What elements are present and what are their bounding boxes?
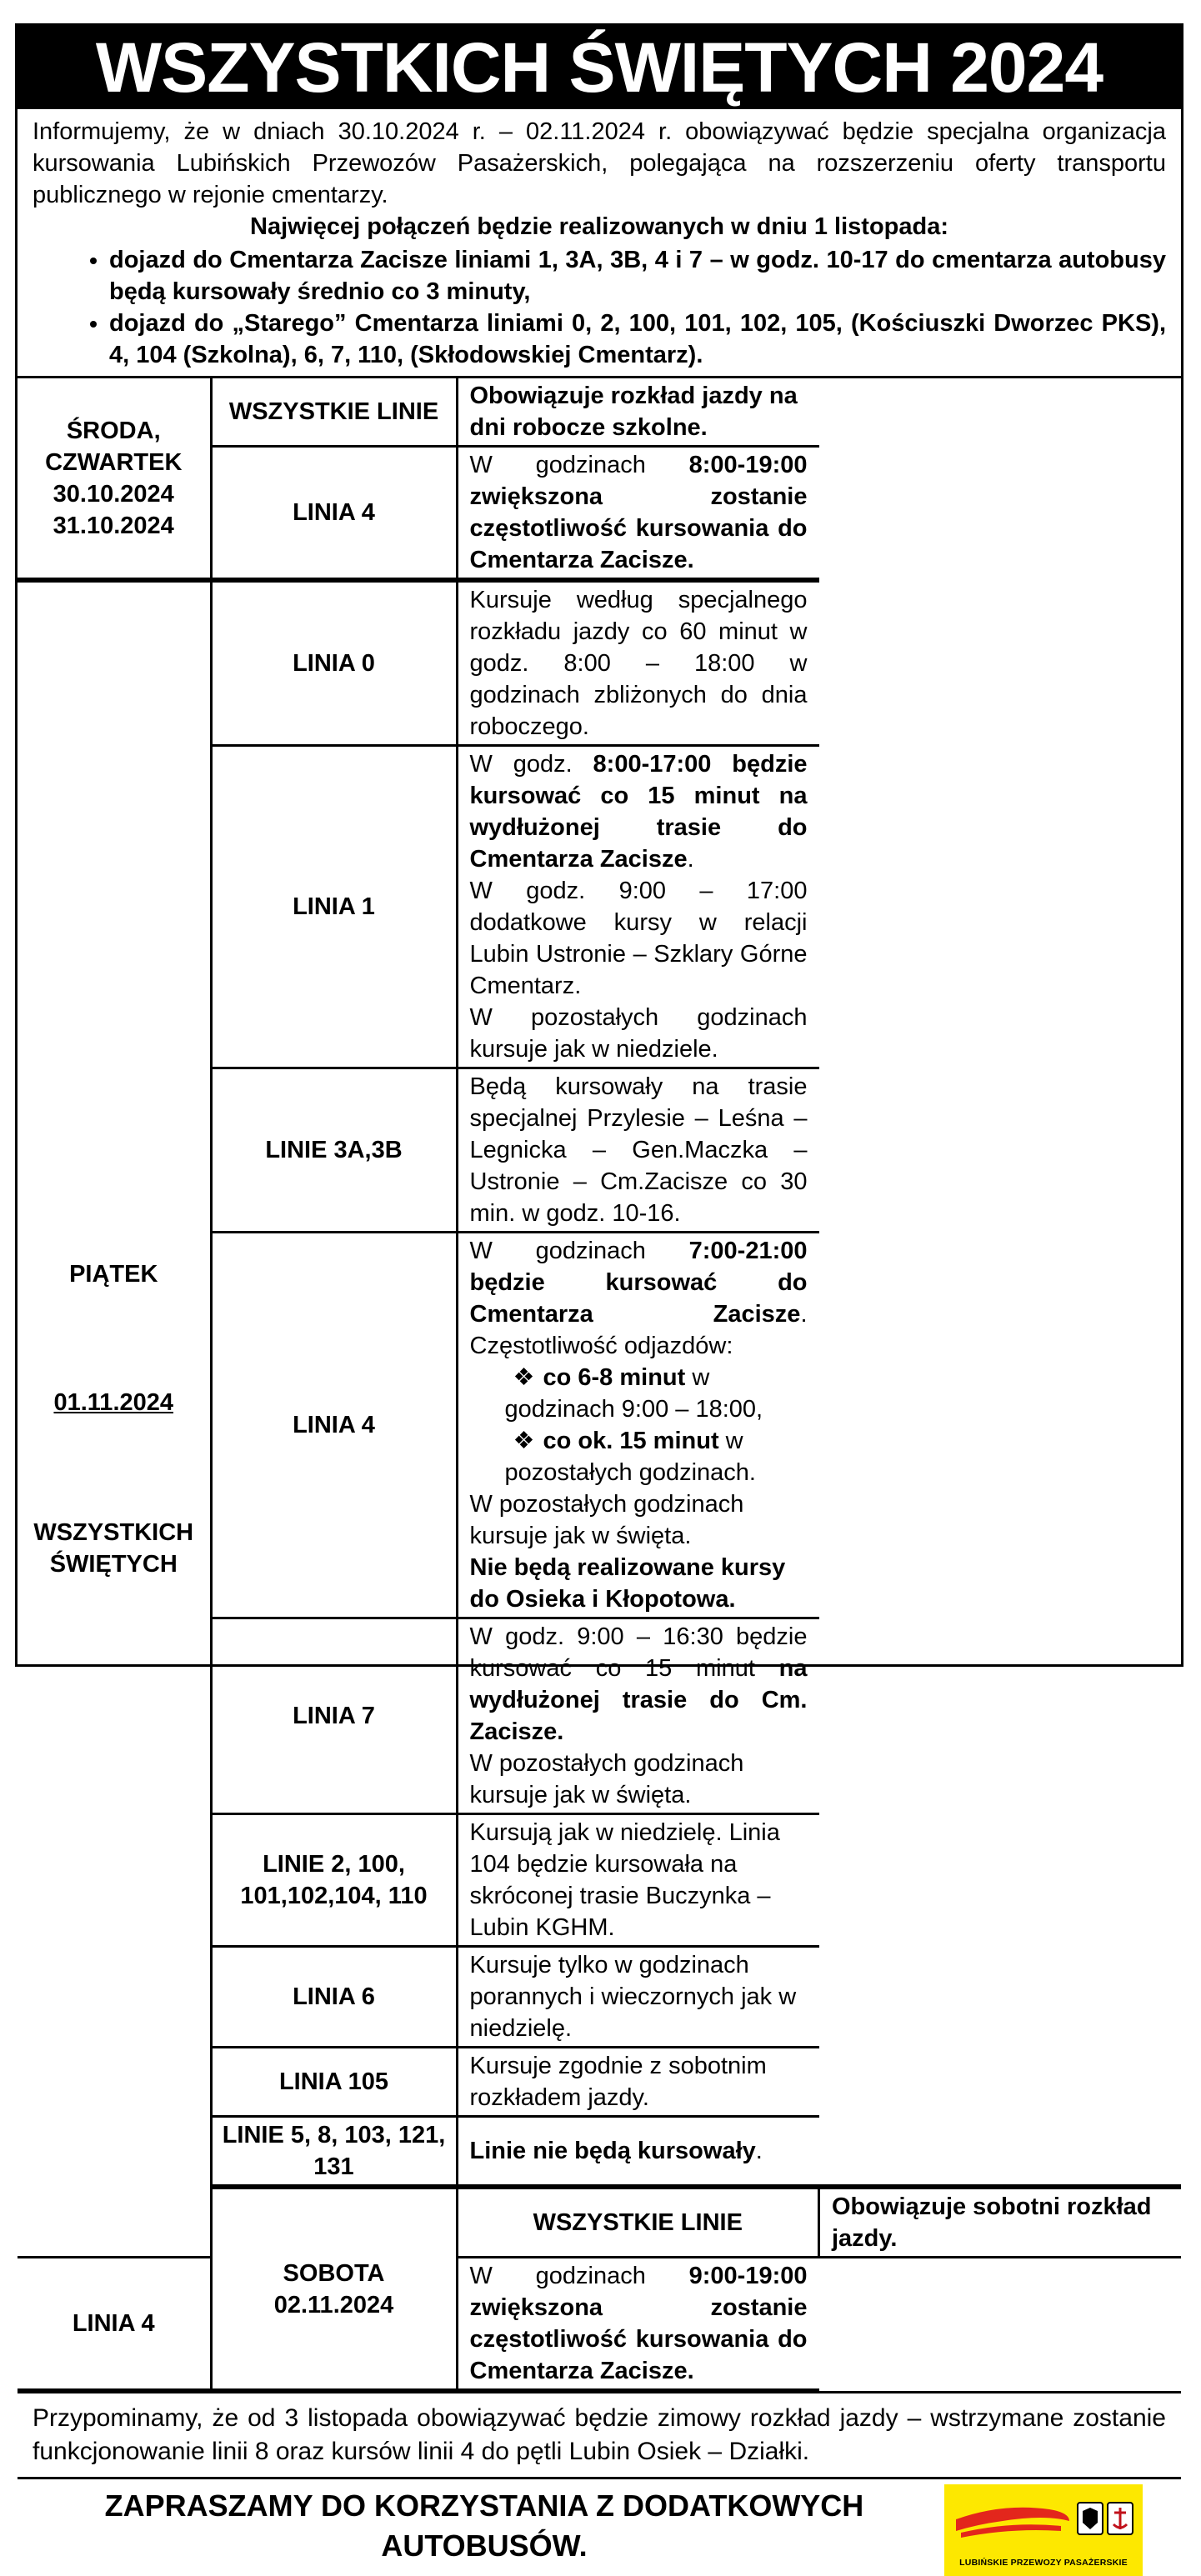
desc-cell: W godzinach 9:00-19:00 zwiększona zostanie częstotliwość kursowania do Cmentarza Zacisze. <box>457 2258 819 2390</box>
page-title: WSZYSTKICH ŚWIĘTYCH 2024 <box>18 26 1181 109</box>
intro-paragraph: Informujemy, że w dniach 30.10.2024 r. – 02.11.2024 r. obowiązywać będzie specjalna organizacja kursowania Lubińskich Przewozów Pasażerskich, polegająca na rozszerzeniu oferty transportu publicznego w rejonie cmentarzy. <box>33 118 1166 208</box>
desc-cell: Kursuje zgodnie z sobotnim rozkładem jazdy. <box>457 2048 819 2117</box>
line-cell: WSZYSTKIE LINIE <box>457 2187 819 2258</box>
logo-swoosh-icon <box>944 2484 1143 2551</box>
line-cell: LINIA 7 <box>211 1618 457 1814</box>
desc-cell: Obowiązuje sobotni rozkład jazdy. <box>819 2187 1182 2258</box>
desc-cell: W godz. 8:00-17:00 będzie kursować co 15 minut na wydłużonej trasie do Cmentarza Zacisze. W godz. 9:00 – 17:00 dodatkowe kursy w relacji Lubin Ustronie – Szklary Górne Cmentarz. W pozostałych godzinach kursuje jak w niedziele. <box>457 746 819 1068</box>
intro-lead: Najwięcej połączeń będzie realizowanych w dniu 1 listopada: <box>250 213 948 240</box>
diamond-bullet-icon: ❖ <box>513 1364 535 1391</box>
line-cell: LINIA 105 <box>211 2048 457 2117</box>
desc-cell: Będą kursowały na trasie specjalnej Przylesie – Leśna – Legnicka – Gen.Maczka – Ustronie – Cm.Zacisze co 30 min. w godz. 10-16. <box>457 1068 819 1233</box>
line-cell: WSZYSTKIE LINIE <box>211 378 457 447</box>
table-row <box>18 2258 1181 2390</box>
logo-text: LUBIŃSKIE PRZEWOZY PASAŻERSKIE <box>959 2558 1128 2568</box>
bottom-section <box>18 2479 1181 2571</box>
desc-cell: Kursuje tylko w godzinach porannych i wieczornych jak w niedzielę. <box>457 1947 819 2048</box>
line-cell: LINIE 2, 100, 101,102,104, 110 <box>211 1814 457 1947</box>
notice-page <box>15 23 1183 2568</box>
intro-bullets <box>33 244 1166 371</box>
line-cell: LINIE 3A,3B <box>211 1068 457 1233</box>
line-cell: LINIA 4 <box>18 2258 211 2390</box>
day-cell-friday: PIĄTEK 01.11.2024 WSZYSTKICH ŚWIĘTYCH <box>18 580 211 2258</box>
desc-cell: W godzinach 7:00-21:00 będzie kursować do Cmentarza Zacisze. Częstotliwość odjazdów: ❖ co 6-8 minut w godzinach 9:00 – 18:00, ❖ co ok. 15 minut w pozostałych godzinach. W pozostałych godzinach kursuje jak w święta. Nie będą realizowane kursy do Osieka i Kłopotowa. <box>457 1233 819 1618</box>
table-row <box>18 580 1181 746</box>
line-cell: LINIA 0 <box>211 580 457 746</box>
day-cell-saturday: SOBOTA 02.11.2024 <box>211 2187 457 2390</box>
invitation-text: ZAPRASZAMY DO KORZYSTANIA Z DODATKOWYCH AUTOBUSÓW. <box>104 2488 864 2563</box>
line-cell: LINIA 4 <box>211 447 457 581</box>
table-row <box>18 378 1181 447</box>
line-cell: LINIA 4 <box>211 1233 457 1618</box>
intro-section <box>18 109 1181 378</box>
intro-bullet: • dojazd do Cmentarza Zacisze liniami 1, 3A, 3B, 4 i 7 – w godz. 10-17 do cmentarza autobusy będą kursowały średnio co 3 minuty, <box>109 244 1166 308</box>
line-cell: LINIA 6 <box>211 1947 457 2048</box>
desc-cell: W godzinach 8:00-19:00 zwiększona zostanie częstotliwość kursowania do Cmentarza Zacisze. <box>457 447 819 581</box>
winter-schedule-note: Przypominamy, że od 3 listopada obowiązywać będzie zimowy rozkład jazdy – wstrzymane zostanie funkcjonowanie linii 8 oraz kursów linii 4 do pętli Lubin Osiek – Działki. <box>18 2391 1181 2479</box>
desc-cell: Kursują jak w niedzielę. Linia 104 będzie kursowała na skróconej trasie Buczynka – Lubin KGHM. <box>457 1814 819 1947</box>
line-cell: LINIE 5, 8, 103, 121, 131 <box>211 2117 457 2188</box>
intro-bullet: • dojazd do „Starego” Cmentarza liniami 0, 2, 100, 101, 102, 105, (Kościuszki Dworzec PKS), 4, 104 (Szkolna), 6, 7, 110, (Skłodowskiej Cmentarz). <box>109 308 1166 371</box>
company-logo <box>944 2484 1143 2576</box>
line-cell: LINIA 1 <box>211 746 457 1068</box>
desc-cell: Kursuje według specjalnego rozkładu jazdy co 60 minut w godz. 8:00 – 18:00 w godzinach zbliżonych do dnia roboczego. <box>457 580 819 746</box>
desc-cell: Obowiązuje rozkład jazdy na dni robocze szkolne. <box>457 378 819 447</box>
diamond-bullet-icon: ❖ <box>513 1428 535 1454</box>
schedule-table <box>18 378 1181 2391</box>
day-cell-wedthu: ŚRODA, CZWARTEK 30.10.2024 31.10.2024 <box>18 378 211 580</box>
desc-cell: Linie nie będą kursowały. <box>457 2117 819 2188</box>
desc-cell: W godz. 9:00 – 16:30 będzie kursować co 15 minut na wydłużonej trasie do Cm. Zacisze. W pozostałych godzinach kursuje jak w święta. <box>457 1618 819 1814</box>
